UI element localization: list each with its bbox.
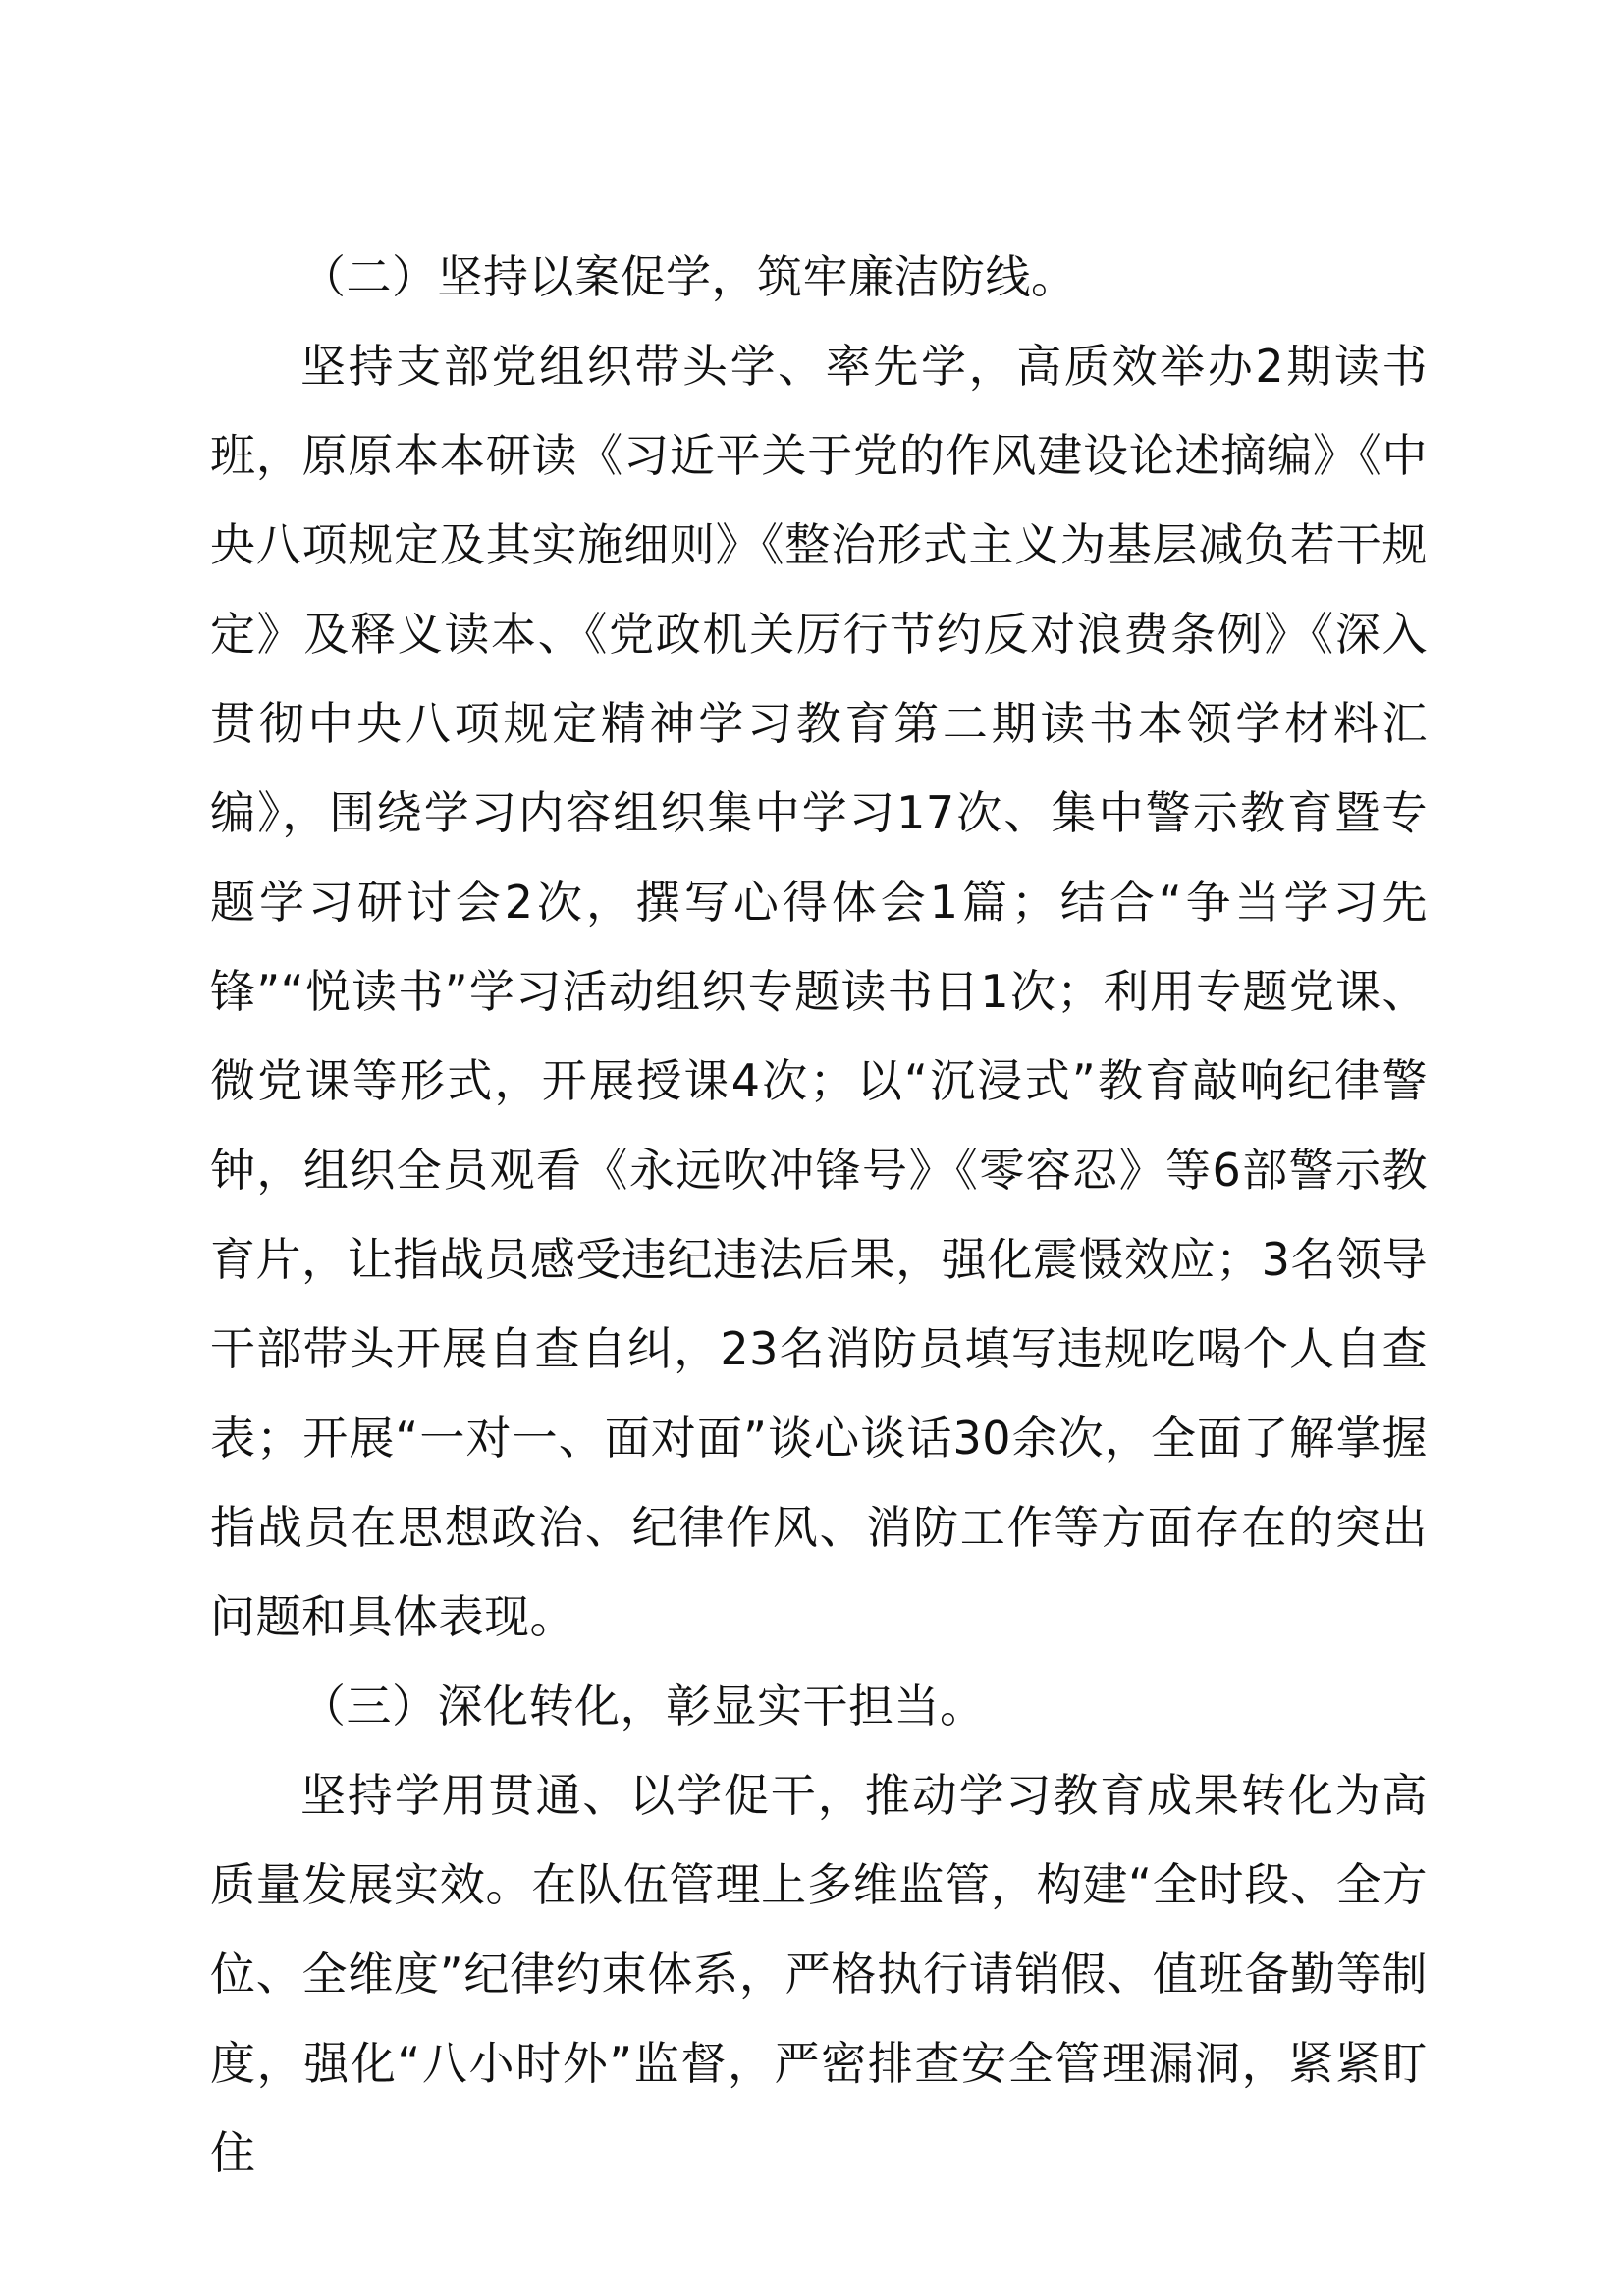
section-heading-2: （二）坚持以案促学，筑牢廉洁防线。 <box>300 250 1077 303</box>
section-heading-3: （三）深化转化，彰显实干担当。 <box>300 1680 986 1733</box>
section-paragraph-2: 坚持支部党组织带头学、率先学，高质效举办2期读书班，原原本本研读《习近平关于党的作风建设论述摘编》《中央八项规定及其实施细则》《整治形式主义为基层减负若干规定》及释义读本、《党政机关厉行节约反对浪费条例》《深入贯彻中央八项规定精神学习教育第二期读书本领学材料汇编》，围绕学习内容组织集中学习17次、集中警示教育暨专题学习研讨会2次，撰写心得体会1篇；结合“争当学习先锋”“悦读书”学习活动组织专题读书日1次；利用专题党课、微党课等形式，开展授课4次；以“沉浸式”教育敲响纪律警钟，组织全员观看《永远吹冲锋号》《零容忍》等6部警示教育片，让指战员感受违纪违法后果，强化震慑效应；3名领导干部带头开展自查自纠，23名消防员填写违规吃喝个人自查表；开展“一对一、面对面”谈心谈话30余次，全面了解掌握指战员在思想政治、纪律作风、消防工作等方面存在的突出问题和具体表现。 <box>210 340 1428 1643</box>
section-paragraph-3: 坚持学用贯通、以学促干，推动学习教育成果转化为高质量发展实效。在队伍管理上多维监管，构建“全时段、全方位、全维度”纪律约束体系，严格执行请销假、值班备勤等制度，强化“八小时外”监督，严密排查安全管理漏洞，紧紧盯住 <box>210 1769 1428 2179</box>
document-body <box>210 233 1428 2198</box>
